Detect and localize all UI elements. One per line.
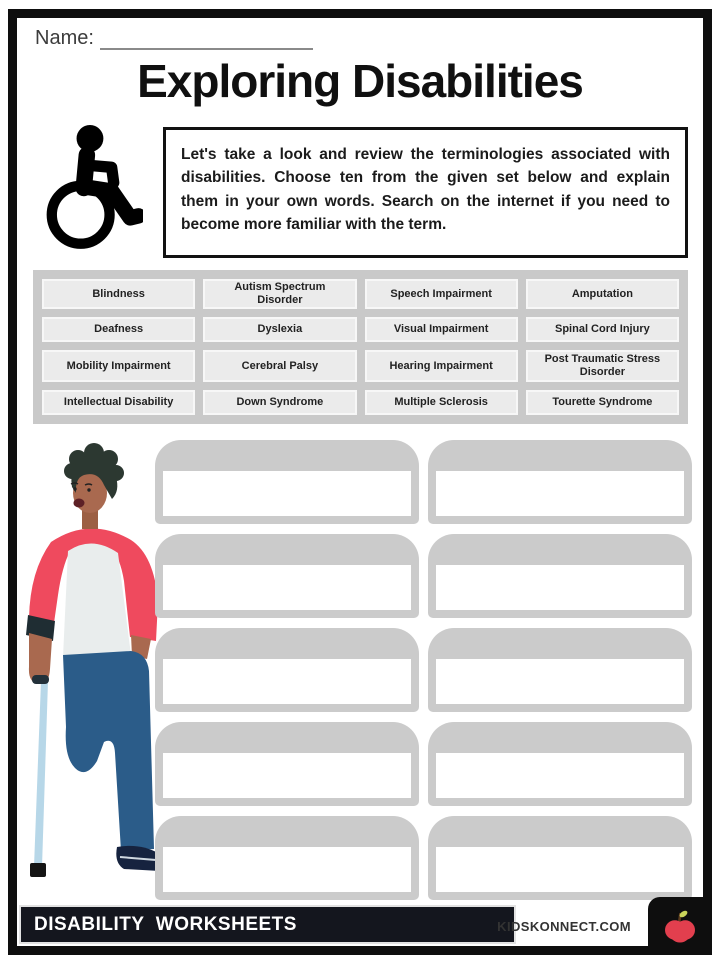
person-with-crutch-illustration <box>14 443 166 905</box>
answer-box <box>155 722 419 806</box>
term-cell: Multiple Sclerosis <box>365 390 518 415</box>
term-cell: Intellectual Disability <box>42 390 195 415</box>
name-label: Name: <box>35 27 94 49</box>
answer-box <box>155 628 419 712</box>
term-cell: Down Syndrome <box>203 390 356 415</box>
instructions-box <box>163 127 688 258</box>
answer-write-area[interactable] <box>436 471 684 516</box>
footer-site-label: KIDSKONNECT.COM <box>497 919 631 934</box>
wheelchair-accessibility-icon <box>39 124 143 254</box>
term-cell: Deafness <box>42 317 195 342</box>
term-cell: Blindness <box>42 279 195 309</box>
answer-box <box>155 534 419 618</box>
name-field <box>35 27 313 50</box>
term-cell: Speech Impairment <box>365 279 518 309</box>
footer-series-label: DISABILITY WORKSHEETS <box>34 913 297 935</box>
answer-box <box>155 440 419 524</box>
term-cell: Dyslexia <box>203 317 356 342</box>
page-title: Exploring Disabilities <box>137 55 583 107</box>
term-cell: Tourette Syndrome <box>526 390 679 415</box>
name-input-line[interactable] <box>100 28 313 50</box>
term-cell: Amputation <box>526 279 679 309</box>
term-cell: Hearing Impairment <box>365 350 518 382</box>
answer-box <box>428 722 692 806</box>
term-cell: Cerebral Palsy <box>203 350 356 382</box>
answer-write-area[interactable] <box>436 847 684 892</box>
crutch-stick <box>34 681 48 867</box>
apple-icon <box>664 908 696 944</box>
brand-corner <box>648 897 712 955</box>
answer-write-area[interactable] <box>163 753 411 798</box>
answer-boxes <box>155 440 692 900</box>
term-cell: Visual Impairment <box>365 317 518 342</box>
answer-box <box>428 628 692 712</box>
answer-write-area[interactable] <box>163 471 411 516</box>
term-cell: Post Traumatic Stress Disorder <box>526 350 679 382</box>
answer-write-area[interactable] <box>436 565 684 610</box>
answer-write-area[interactable] <box>436 659 684 704</box>
footer-series-bar <box>19 905 516 944</box>
answer-write-area[interactable] <box>163 659 411 704</box>
term-cell: Mobility Impairment <box>42 350 195 382</box>
answer-box <box>155 816 419 900</box>
answer-write-area[interactable] <box>436 753 684 798</box>
answer-box <box>428 440 692 524</box>
answer-box <box>428 534 692 618</box>
term-cell: Spinal Cord Injury <box>526 317 679 342</box>
worksheet-page <box>8 9 712 955</box>
answer-box <box>428 816 692 900</box>
terms-grid <box>33 270 688 424</box>
instructions-text: Let's take a look and review the terminologies associated with disabilities. Choose ten from the given set below and explain them in your own words. Search on the internet if you need to become more familiar with the term. <box>181 146 670 233</box>
answer-write-area[interactable] <box>163 565 411 610</box>
answer-write-area[interactable] <box>163 847 411 892</box>
term-cell: Autism Spectrum Disorder <box>203 279 356 309</box>
